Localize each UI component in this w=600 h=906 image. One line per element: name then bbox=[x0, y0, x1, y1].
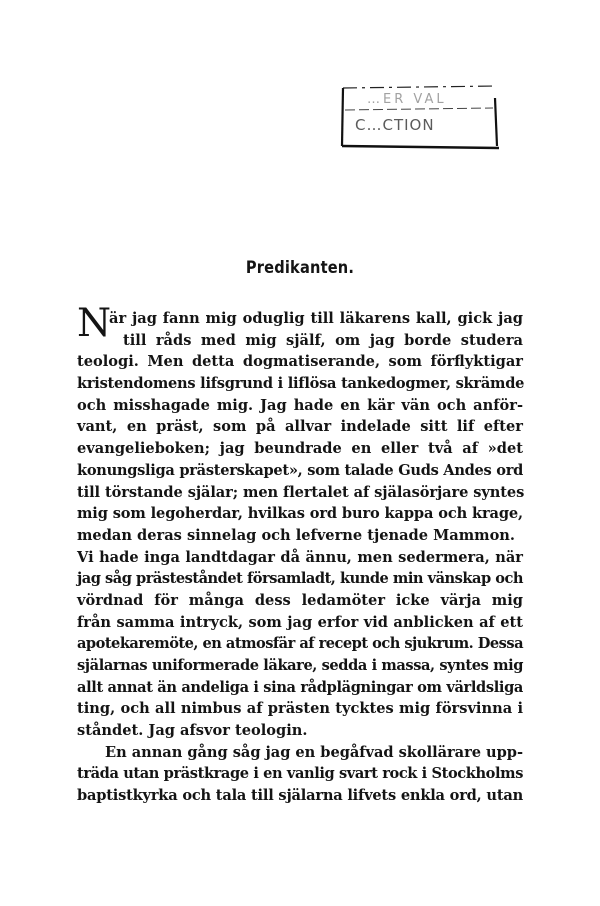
text-line: jag såg prästeståndet församladt, kunde min vänskap och bbox=[77, 570, 523, 588]
text-line: vördnad för många dess ledamöter icke värja mig bbox=[77, 591, 523, 609]
library-stamp-frame bbox=[337, 80, 501, 150]
text-line: och misshagade mig. Jag hade en kär vän och anför- bbox=[77, 396, 523, 414]
text-line: är jag fann mig oduglig till läkarens kall, gick jag bbox=[109, 310, 523, 327]
text-line: teologi. Men detta dogmatiserande, som förflyktigar bbox=[77, 353, 523, 371]
paragraph-1 bbox=[77, 301, 525, 742]
text-line: vant, en präst, som på allvar indelade sitt lif efter bbox=[77, 418, 523, 436]
text-line: allt annat än andeliga i sina rådplägningar om världsliga bbox=[77, 678, 523, 696]
text-line: medan deras sinnelag och lefverne tjenade Mammon. bbox=[77, 526, 515, 544]
text-line: ting, och all nimbus af prästen tycktes mig försvinna i bbox=[77, 700, 523, 718]
stamp-text-top: …ER VAL bbox=[367, 92, 447, 107]
text-line: konungsliga prästerskapet», som talade Guds Andes ord bbox=[77, 461, 523, 479]
text-line: mig som legoherdar, hvilkas ord buro kappa och krage, bbox=[77, 505, 523, 523]
text-line: ståndet. Jag afsvor teologin. bbox=[77, 722, 308, 740]
text-line: apotekaremöte, en atmosfär af recept och sjukrum. Dessa bbox=[77, 635, 523, 653]
text-line: själarnas uniformerade läkare, sedda i massa, syntes mig bbox=[77, 657, 523, 674]
library-stamp bbox=[337, 80, 501, 150]
text-line: kristendomens lifsgrund i liflösa tankedogmer, skrämde bbox=[77, 375, 525, 393]
text-line: till törstande själar; men flertalet af själasörjare syntes bbox=[77, 483, 525, 501]
stamp-text-bottom: C…CTION bbox=[355, 116, 435, 134]
drop-cap: N bbox=[77, 301, 112, 346]
body-text bbox=[77, 301, 525, 807]
chapter-title: Predikanten. bbox=[245, 258, 355, 278]
text-line: till råds med mig själf, om jag borde studera bbox=[123, 331, 523, 349]
paragraph-2 bbox=[77, 742, 523, 807]
text-line: från samma intryck, som jag erfor vid anblicken af ett bbox=[77, 613, 523, 631]
text-line: baptistkyrka och tala till själarna lifvets enkla ord, utan bbox=[77, 787, 524, 805]
text-line: Vi hade inga landtdagar då ännu, men sedermera, när bbox=[77, 548, 523, 566]
text-line: En annan gång såg jag en begåfvad skollärare upp- bbox=[105, 743, 523, 761]
text-line: träda utan prästkrage i en vanlig svart rock i Stockholms bbox=[77, 765, 523, 783]
text-line: evangelieboken; jag beundrade en eller två af »det bbox=[77, 440, 523, 458]
